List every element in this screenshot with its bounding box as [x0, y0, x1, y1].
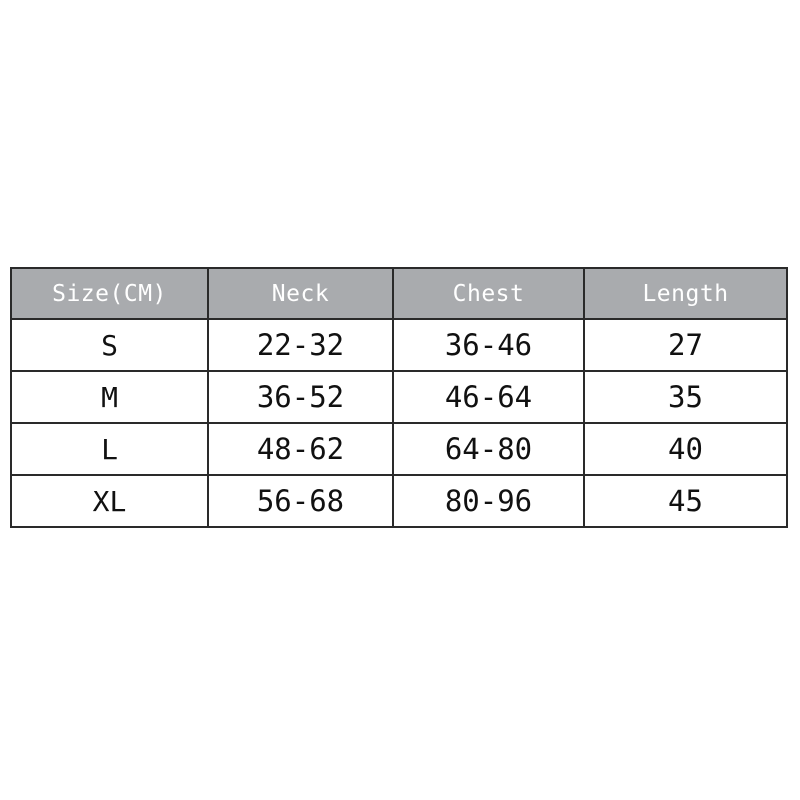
table-row [11, 319, 787, 371]
chest-cell: 46-64 [393, 371, 584, 423]
header-row [11, 268, 787, 319]
neck-cell: 22-32 [208, 319, 393, 371]
header-chest: Chest [393, 268, 584, 319]
length-cell: 45 [584, 475, 787, 527]
header-size: Size(CM) [11, 268, 208, 319]
size-chart-table [10, 267, 788, 528]
length-cell: 40 [584, 423, 787, 475]
length-cell: 35 [584, 371, 787, 423]
size-cell: XL [11, 475, 208, 527]
chest-cell: 64-80 [393, 423, 584, 475]
length-cell: 27 [584, 319, 787, 371]
neck-cell: 56-68 [208, 475, 393, 527]
table-row [11, 423, 787, 475]
neck-cell: 36-52 [208, 371, 393, 423]
size-cell: S [11, 319, 208, 371]
chest-cell: 36-46 [393, 319, 584, 371]
table-row [11, 371, 787, 423]
size-cell: M [11, 371, 208, 423]
chest-cell: 80-96 [393, 475, 584, 527]
neck-cell: 48-62 [208, 423, 393, 475]
header-neck: Neck [208, 268, 393, 319]
table-row [11, 475, 787, 527]
header-length: Length [584, 268, 787, 319]
size-cell: L [11, 423, 208, 475]
